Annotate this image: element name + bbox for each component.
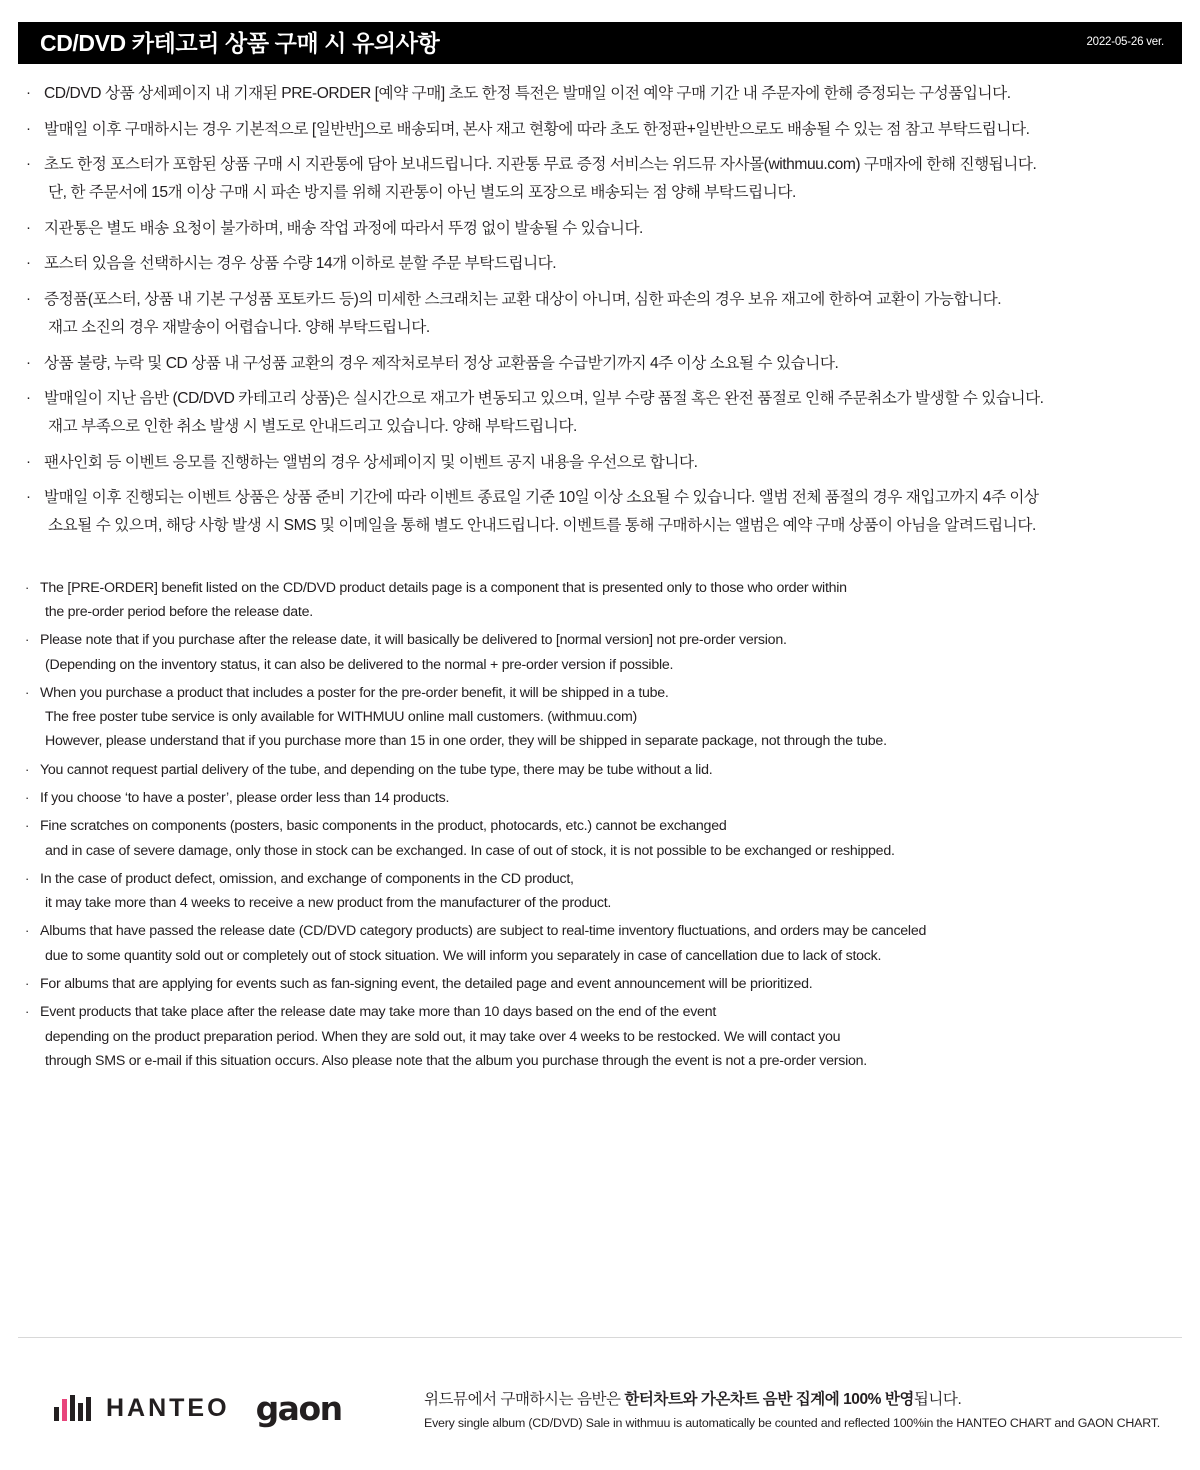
bullet-icon: · [25,761,30,777]
korean-notice-list [18,82,1182,538]
footer-english-line: Every single album (CD/DVD) Sale in withmuu is automatically be counted and reflected 100%in the HANTEO CHART and GAON CHART. [424,1415,1160,1430]
notice-line: 소요될 수 있으며, 해당 사항 발생 시 SMS 및 이메일을 통해 별도 안내드립니다. 이벤트를 통해 구매하시는 앨범은 예약 구매 상품이 아님을 알려드립니다. [48,516,1036,534]
bullet-icon: · [25,818,30,834]
notice-line: 발매일이 지난 음반 (CD/DVD 카테고리 상품)은 실시간으로 재고가 변동되고 있으며, 일부 수량 품절 혹은 완전 품절로 인해 주문취소가 발생할 수 있습니다. [44,390,1044,408]
notice-line: Fine scratches on components (posters, basic components in the product, photocards, etc.) cannot be exchanged [40,818,727,835]
bullet-icon: · [26,155,31,173]
notice-line: 증정품(포스터, 상품 내 기본 구성품 포토카드 등)의 미세한 스크래치는 교환 대상이 아니며, 심한 파손의 경우 보유 재고에 한하여 교환이 가능합니다. [44,291,1002,309]
page-header [18,22,1182,64]
list-item [18,788,1182,809]
page-footer [18,1368,1182,1448]
bullet-icon: · [26,254,31,272]
notice-line: In the case of product defect, omission, and exchange of components in the CD product, [40,870,574,887]
notice-line: 초도 한정 포스터가 포함된 상품 구매 시 지관통에 담아 보내드립니다. 지관통 무료 증정 서비스는 위드뮤 자사몰(withmuu.com) 구매자에 한해 진행됩니다. [44,156,1037,174]
notice-line: However, please understand that if you purchase more than 15 in one order, they will be shipped in separate package, not through the tube. [45,733,887,750]
notice-line: If you choose ‘to have a poster’, please order less than 14 products. [40,790,450,806]
hanteo-bars-icon [54,1395,94,1421]
bullet-icon: · [26,218,31,236]
footer-ko-prefix: 위드뮤에서 구매하시는 음반은 [424,1390,625,1408]
notice-line: You cannot request partial delivery of the tube, and depending on the tube type, there may be tube without a lid. [40,761,713,778]
list-item [18,486,1182,537]
bullet-icon: · [26,452,31,470]
notice-line: Please note that if you purchase after the release date, it will basically be delivered to [normal version] not pre-order version. [40,632,787,649]
bullet-icon: · [26,353,31,371]
notice-line: 재고 소진의 경우 재발송이 어렵습니다. 양해 부탁드립니다. [48,318,430,336]
bullet-icon: · [25,579,30,595]
footer-korean-line [424,1387,1160,1409]
notice-line: Event products that take place after the release date may take more than 10 days based on the end of the event [40,1004,717,1021]
bullet-icon: · [25,870,30,886]
list-item [18,816,1182,862]
bullet-icon: · [25,632,30,648]
bullet-icon: · [25,976,30,992]
list-item [18,288,1182,339]
english-notice-block [18,578,1182,1073]
list-item [18,352,1182,376]
list-item [18,387,1182,438]
notice-line: (Depending on the inventory status, it can also be delivered to the normal + pre-order version if possible. [45,656,674,673]
notice-line: through SMS or e-mail if this situation occurs. Also please note that the album you purchase through the event is not a pre-order version. [45,1052,867,1069]
notice-line: depending on the product preparation period. When they are sold out, it may take over 4 weeks to be restocked. We will contact you [45,1028,841,1045]
notice-line: the pre-order period before the release date. [45,603,313,620]
list-item [18,118,1182,142]
bullet-icon: · [26,84,31,101]
footer-ko-suffix: 됩니다. [913,1390,962,1408]
notice-line: 단, 한 주문서에 15개 이상 구매 시 파손 방지를 위해 지관통이 아닌 별도의 포장으로 배송되는 점 양해 부탁드립니다. [48,184,796,202]
list-item [18,578,1182,624]
list-item [18,869,1182,915]
bullet-icon: · [26,290,31,308]
hanteo-logo-text: HANTEO [106,1393,230,1422]
bullet-icon: · [26,488,31,506]
notice-line: When you purchase a product that includes a poster for the pre-order benefit, it will be shipped in a tube. [40,684,669,701]
list-item [18,683,1182,753]
footer-ko-strong: 한터차트와 가온차트 음반 집계에 100% 반영 [624,1390,914,1408]
notice-line: 재고 부족으로 인한 취소 발생 시 별도로 안내드리고 있습니다. 양해 부탁드립니다. [48,417,577,435]
gaon-logo-text: gaon [255,1388,342,1428]
bullet-icon: · [26,119,31,137]
notice-line: For albums that are applying for events such as fan-signing event, the detailed page and event announcement will be prioritized. [40,976,813,993]
list-item [18,630,1182,676]
bullet-icon: · [25,1004,30,1020]
list-item [18,921,1182,967]
notice-line: and in case of severe damage, only those in stock can be exchanged. In case of out of stock, it is not possible to be exchanged or reshipped. [45,842,895,859]
notice-line: CD/DVD 상품 상세페이지 내 기재된 PRE-ORDER [예약 구매] 초도 한정 특전은 발매일 이전 예약 구매 기간 내 주문자에 한해 증정되는 구성품입니다. [44,85,1011,102]
notice-line: 포스터 있음을 선택하시는 경우 상품 수량 14개 이하로 분할 주문 부탁드립니다. [44,255,557,273]
chart-logos [54,1389,414,1428]
list-item [18,974,1182,995]
notice-line: 발매일 이후 진행되는 이벤트 상품은 상품 준비 기간에 따라 이벤트 종료일 기준 10일 이상 소요될 수 있습니다. 앨범 전체 품절의 경우 재입고까지 4주 이상 [44,489,1039,507]
notice-line: Albums that have passed the release date (CD/DVD category products) are subject to real-time inventory fluctuations, and orders may be canceled [40,923,927,940]
english-notice-list [18,578,1182,1073]
notice-line: it may take more than 4 weeks to receive a new product from the manufacturer of the product. [45,895,612,912]
list-item [18,760,1182,781]
notice-line: 팬사인회 등 이벤트 응모를 진행하는 앨범의 경우 상세페이지 및 이벤트 공지 내용을 우선으로 합니다. [44,453,698,471]
notice-content [18,82,1182,1079]
notice-line: 상품 불량, 누락 및 CD 상품 내 구성품 교환의 경우 제작처로부터 정상 교환품을 수급받기까지 4주 이상 소요될 수 있습니다. [44,354,839,372]
list-item [18,252,1182,276]
bullet-icon: · [25,790,30,805]
list-item [18,1002,1182,1072]
notice-line: 지관통은 별도 배송 요청이 불가하며, 배송 작업 과정에 따라서 뚜껑 없이 발송될 수 있습니다. [44,219,643,237]
notice-line: The free poster tube service is only available for WITHMUU online mall customers. (withmuu.com) [45,709,638,726]
page-title: CD/DVD 카테고리 상품 구매 시 유의사항 [40,29,440,56]
bullet-icon: · [26,389,31,407]
list-item [18,153,1182,204]
list-item [18,82,1182,106]
bullet-icon: · [25,923,30,939]
list-item [18,217,1182,241]
footer-divider [18,1337,1182,1338]
version-label: 2022-05-26 ver. [1086,36,1164,49]
list-item [18,451,1182,475]
notice-line: due to some quantity sold out or completely out of stock situation. We will inform you separately in case of cancellation due to lack of stock. [45,947,882,964]
footer-text-block [424,1387,1160,1430]
notice-line: 발매일 이후 구매하시는 경우 기본적으로 [일반반]으로 배송되며, 본사 재고 현황에 따라 초도 한정판+일반반으로도 배송될 수 있는 점 참고 부탁드립니다. [44,120,1030,138]
bullet-icon: · [25,684,30,700]
notice-line: The [PRE-ORDER] benefit listed on the CD/DVD product details page is a component that is presented only to those who order within [40,579,847,596]
